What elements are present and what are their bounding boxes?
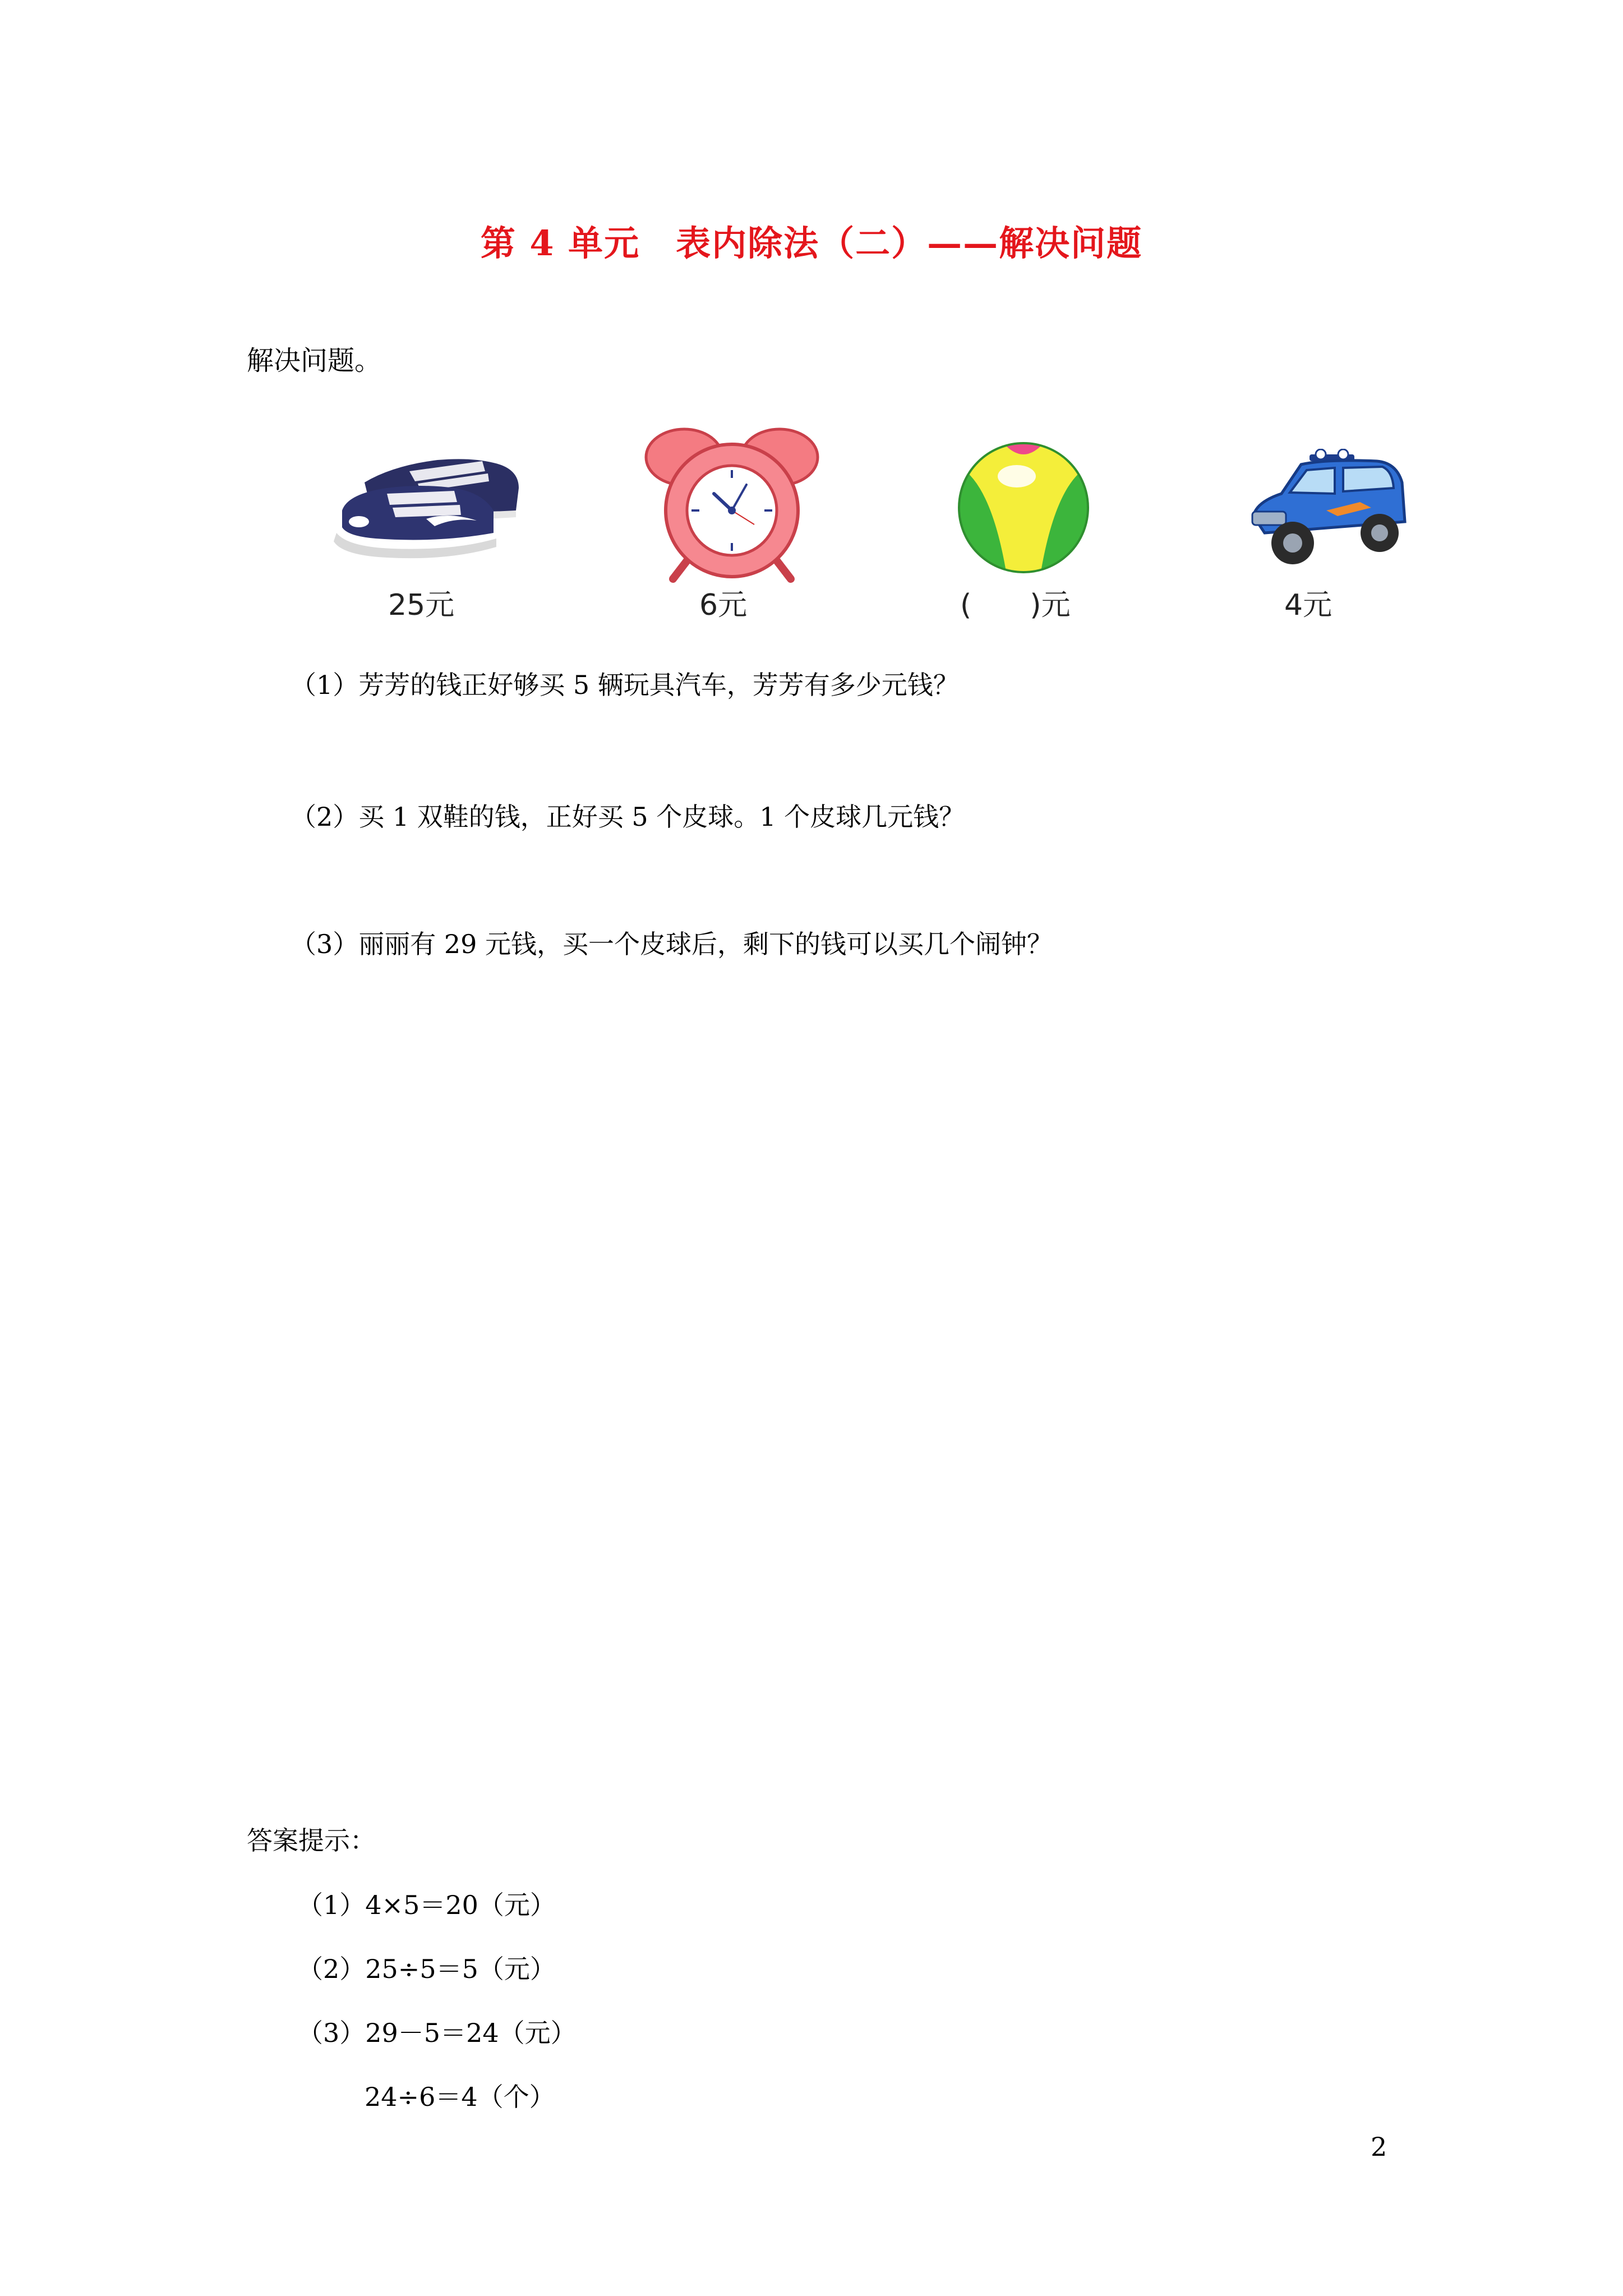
alarm-clock-item (642, 426, 822, 583)
beach-ball-icon (956, 440, 1091, 575)
toy-car-item (1242, 449, 1410, 578)
alarm-clock-icon (642, 426, 822, 583)
answer-3-continued: 24÷6＝4（个） (365, 2082, 555, 2112)
instruction-text: 解决问题。 (247, 345, 382, 376)
answer-3: （3）29－5＝24（元） (297, 2018, 577, 2048)
beach-ball-item (956, 440, 1091, 575)
question-3: （3）丽丽有 29 元钱，买一个皮球后，剩下的钱可以买几个闹钟？ (291, 929, 1053, 959)
beach-ball-price: ( )元 (960, 588, 1071, 622)
question-1: （1）芳芳的钱正好够买 5 辆玩具汽车，芳芳有多少元钱？ (291, 670, 959, 700)
answer-1: （1）4×5＝20（元） (297, 1890, 556, 1920)
answers-heading: 答案提示： (247, 1825, 376, 1856)
page-title: 第 4 单元 表内除法（二）——解决问题 (480, 223, 1143, 264)
sneakers-item (325, 449, 527, 567)
toy-car-icon (1242, 449, 1410, 578)
page-number: 2 (1371, 2132, 1387, 2162)
toy-car-price: 4元 (1284, 588, 1332, 622)
alarm-clock-price: 6元 (699, 588, 748, 622)
question-2: （2）买 1 双鞋的钱，正好买 5 个皮球。1 个皮球几元钱？ (291, 802, 965, 832)
sneakers-price: 25元 (388, 588, 455, 622)
sneakers-icon (325, 449, 527, 567)
answer-2: （2）25÷5＝5（元） (297, 1954, 556, 1984)
